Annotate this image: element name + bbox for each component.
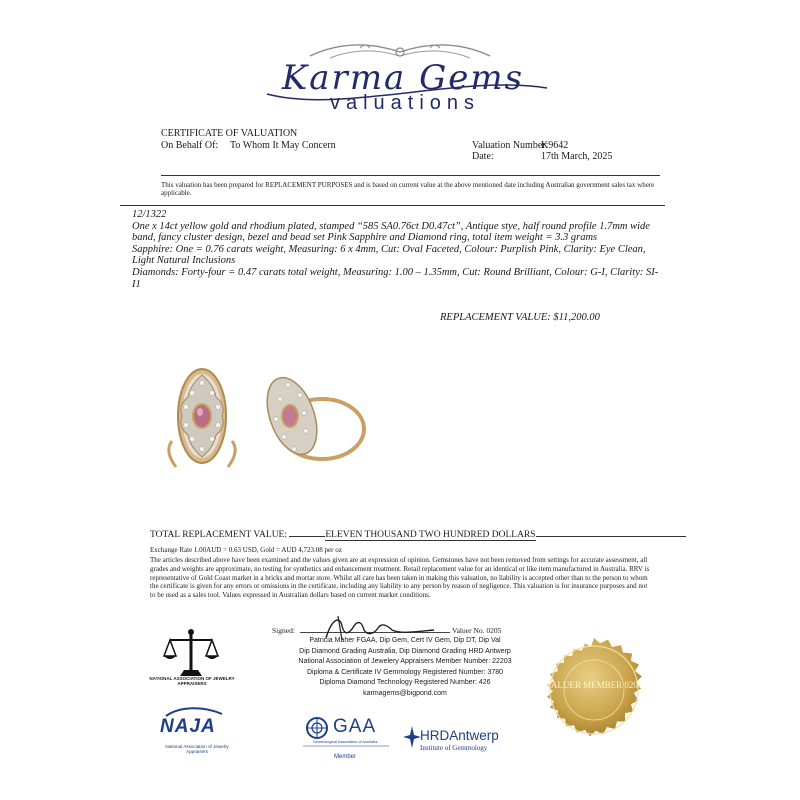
divider — [161, 175, 660, 176]
total-words: ELEVEN THOUSAND TWO HUNDRED DOLLARS — [325, 530, 536, 540]
diamond-details: Diamonds: Forty-four = 0.47 carats total weight, Measuring: 1.00 – 1.35mm, Cut: Round Brilliant, Colour: G-I, Clarity: SI-I1 — [132, 266, 659, 290]
divider — [120, 205, 665, 206]
naja-logo-text: NAJA — [160, 716, 216, 737]
credential-line: Dip Diamond Grading Australia, Dip Diamond Grading HRD Antwerp — [299, 647, 511, 655]
item-description — [132, 209, 660, 290]
credential-line: National Association of Jewelery Appraisers Member Number: 22203 — [298, 658, 512, 666]
hrd-logo-subtitle: Institute of Gemmology — [420, 744, 488, 752]
purpose-statement: This valuation has been prepared for REPLACEMENT PURPOSES and is based on current value at the above mentioned date including Australian government sales tax where applicable. — [161, 181, 655, 197]
logo-subtitle: valuations — [329, 92, 481, 114]
logo-script-text: Karma Gems — [281, 58, 525, 98]
valuation-number-label: Valuation Number: — [472, 140, 549, 151]
valuer-number: Valuer No. 0205 — [452, 626, 502, 635]
gaa-member-label: Member — [333, 754, 356, 760]
naja-logo-subtitle: National Association of Jewelry Appraisers — [165, 744, 229, 755]
replacement-value: REPLACEMENT VALUE: $11,200.00 — [440, 312, 600, 323]
item-reference: 12/1322 — [132, 209, 167, 220]
gold-seal-icon — [530, 626, 658, 754]
valuation-number-value: K9642 — [541, 140, 569, 151]
date-value: 17th March, 2025 — [541, 151, 613, 162]
credential-line: Diploma Diamond Technology Registered Number: 426 — [319, 679, 491, 687]
signed-label: Signed: — [272, 626, 295, 635]
credential-line: Diploma & Certificate IV Gemmology Registered Number: 3780 — [306, 668, 504, 676]
contact-email: karmagems@bigpond.com — [363, 689, 447, 697]
ring-photo — [162, 361, 377, 471]
credential-line: Patricia Maher FGAA, Dip Gem, Cert IV Gem, Dip DT, Dip Val — [309, 637, 501, 644]
seal-text: VALUER MEMBER 0205 — [545, 680, 643, 690]
hrd-logo-text: HRDAntwerp — [420, 728, 499, 743]
hrd-star-icon — [403, 726, 421, 748]
on-behalf-value: To Whom It May Concern — [230, 140, 336, 151]
total-underline — [536, 536, 686, 537]
sapphire-details: Sapphire: One = 0.76 carats weight, Measuring: 6 x 4mm, Cut: Oval Faceted, Colour: Purplish Pink, Clarity: Eye Clean, Light Natural Inclusions — [132, 243, 646, 267]
valuer-credentials — [260, 636, 550, 700]
total-label: TOTAL REPLACEMENT VALUE: — [150, 530, 287, 540]
gaa-logo-subtitle: Gemmological Association of Australia — [312, 740, 378, 744]
date-label: Date: — [472, 151, 494, 162]
naa-logo-text: NATIONAL ASSOCIATION OF JEWELRY APPRAISERS — [149, 676, 235, 686]
on-behalf-label: On Behalf Of: — [161, 140, 219, 151]
item-details: One x 14ct yellow gold and rhodium plated, stamped “585 SA0.76ct D0.47ct”, Antique stye, half round profile 1.7mm wide band, fancy cluster design, bezel and bead set Pink Sapphire and Diamond ring, total item weight = 3.3 grams — [132, 220, 650, 244]
total-replacement-line — [150, 530, 650, 541]
total-underline — [289, 536, 325, 537]
gaa-logo-text: GAA — [333, 716, 377, 737]
disclaimer: The articles described above have been examined and the values given are an expression of opinion. Gemstones have not been removed from settings for accurate assessment, all grades and weights are approximate, no testing for synthetics and enhancement treatment. Retail replacement value for an identical or like item manufactured in Australia. RRV is representative of Gold Coast market in a bricks and mortar store. Whilst all care has been taken in making this valuation, no liability is accepted other than to the person to whom the certificate is given for any errors or omissions in the certificate, including any liability to any person by reason of negligence. This valuation is for insurance purposes and not to be used as a sales tool. Values expressed in Australian dollars based on current market conditions. — [150, 556, 650, 600]
exchange-rate: Exchange Rate 1.00AUD = 0.63 USD, Gold = AUD 4,723.08 per oz — [150, 546, 342, 554]
certificate-title: CERTIFICATE OF VALUATION — [161, 128, 298, 139]
